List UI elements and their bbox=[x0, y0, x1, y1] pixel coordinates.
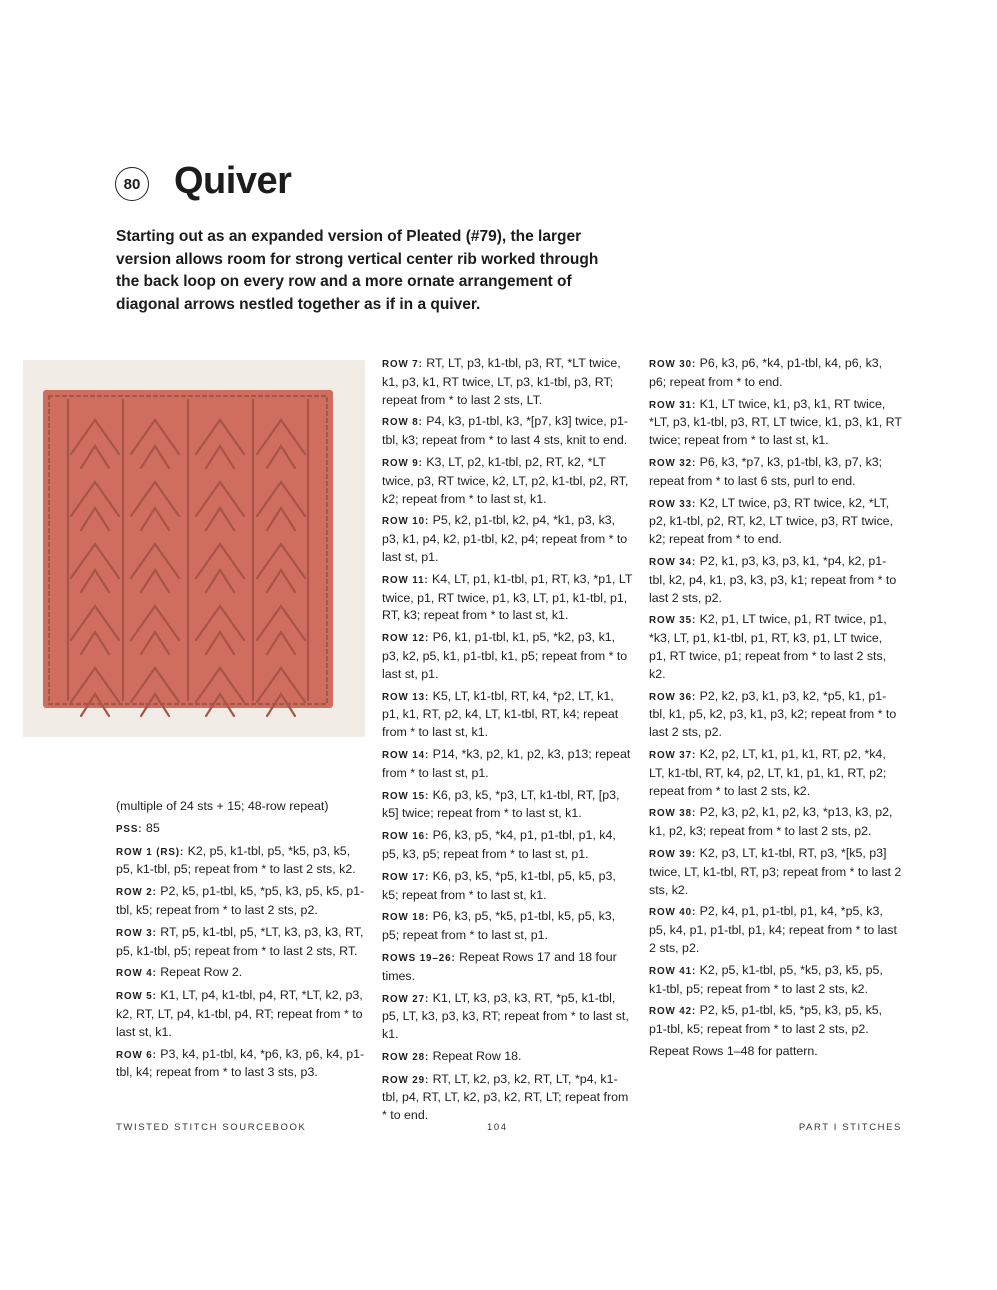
row-instruction bbox=[116, 924, 366, 961]
row-label: ROW 12: bbox=[382, 633, 430, 645]
row-label: ROW 39: bbox=[649, 848, 697, 860]
row-label: ROW 29: bbox=[382, 1074, 430, 1086]
row-instruction bbox=[649, 355, 902, 392]
row-label: ROW 16: bbox=[382, 831, 430, 843]
row-label: ROW 5: bbox=[116, 991, 157, 1003]
row-text: Repeat Row 2. bbox=[160, 965, 243, 980]
row-text: P2, k3, p2, k1, p2, k3, *p13, k3, p2, k1, p2, k3; repeat from * to last 2 sts, p2. bbox=[649, 805, 893, 839]
row-text: P2, k2, p3, k1, p3, k2, *p5, k1, p1-tbl, k1, p5, k2, p3, k1, p3, k2; repeat from * to last 2 sts, p2. bbox=[649, 688, 897, 740]
row-label: ROW 7: bbox=[382, 359, 423, 370]
footer-book-title: TWISTED STITCH SOURCEBOOK bbox=[116, 1122, 307, 1133]
row-label: ROW 4: bbox=[116, 968, 157, 980]
row-instruction bbox=[649, 553, 902, 607]
row-text: K3, LT, p2, k1-tbl, p2, RT, k2, *LT twice, p3, RT twice, k2, LT, p2, k1-tbl, p2, RT, k2; repeat from * to last st, k1. bbox=[382, 454, 629, 506]
row-text: Repeat Rows 17 and 18 four times. bbox=[382, 949, 617, 983]
pattern-number-badge bbox=[115, 167, 149, 201]
row-label: ROW 2: bbox=[116, 887, 157, 899]
row-label: ROW 14: bbox=[382, 749, 430, 761]
row-instruction bbox=[382, 787, 634, 824]
row-text: P6, k1, p1-tbl, k1, p5, *k2, p3, k1, p3, k2, p5, k1, p1-tbl, k1, p5; repeat from * to last st, p1. bbox=[382, 630, 628, 681]
row-instruction bbox=[116, 1046, 366, 1083]
intro-paragraph: Starting out as an expanded version of Pleated (#79), the larger version allows room for strong vertical center rib worked through the back loop on every row and a more ornate arrangement of diagonal arrows nestled together as if in a quiver. bbox=[116, 228, 599, 313]
pss-line bbox=[116, 820, 366, 839]
row-label: ROW 40: bbox=[649, 907, 697, 919]
row-instruction bbox=[382, 949, 634, 986]
row-text: P2, k5, p1-tbl, k5, *p5, k3, p5, k5, p1-tbl, k5; repeat from * to last 2 sts, p2. bbox=[649, 1003, 883, 1037]
row-text: K2, p2, LT, k1, p1, k1, RT, p2, *k4, LT, k1-tbl, RT, k4, p2, LT, k1, p1, k1, RT, p2; repeat from * to last 2 sts, k2. bbox=[649, 746, 887, 798]
row-text: P2, k1, p3, k3, p3, k1, *p4, k2, p1-tbl, k2, p4, k1, p3, k3, p3, k1; repeat from * to last 2 sts, p2. bbox=[649, 553, 897, 605]
row-text: P2, k4, p1, p1-tbl, p1, k4, *p5, k3, p5, k4, p1, p1-tbl, p1, k4; repeat from * to last 2 sts, p2. bbox=[649, 904, 897, 955]
row-text: P6, k3, p5, *k4, p1, p1-tbl, p1, k4, p5, k3, p5; repeat from * to last st, p1. bbox=[382, 828, 616, 861]
row-text: P6, k3, p5, *k5, p1-tbl, k5, p5, k3, p5; repeat from * to last st, p1. bbox=[382, 909, 616, 943]
row-label: ROW 9: bbox=[382, 457, 423, 469]
row-instruction bbox=[649, 1002, 902, 1039]
row-instruction bbox=[649, 454, 902, 491]
row-label: ROWS 19–26: bbox=[382, 952, 456, 964]
instructions-column-2 bbox=[382, 355, 634, 1129]
row-instruction bbox=[382, 868, 634, 905]
row-text: K1, LT, p4, k1-tbl, p4, RT, *LT, k2, p3, k2, RT, LT, p4, k1-tbl, p4, RT; repeat from * to last st, k1. bbox=[116, 988, 363, 1039]
row-text: P3, k4, p1-tbl, k4, *p6, k3, p6, k4, p1-tbl, k4; repeat from * to last 3 sts, p3. bbox=[116, 1046, 365, 1080]
row-instruction bbox=[382, 746, 634, 783]
row-text: K2, p5, k1-tbl, p5, *k5, p3, k5, p5, k1-tbl, p5; repeat from * to last 2 sts, k2. bbox=[116, 843, 356, 877]
row-instruction bbox=[649, 688, 902, 742]
row-label: ROW 11: bbox=[382, 574, 429, 586]
row-instruction bbox=[382, 512, 634, 566]
footer-section: PART I STITCHES bbox=[798, 1122, 902, 1133]
row-instruction bbox=[382, 571, 634, 625]
pattern-number: 80 bbox=[123, 175, 141, 193]
row-instruction bbox=[382, 908, 634, 945]
row-instruction bbox=[382, 1071, 634, 1125]
row-text: K2, p5, k1-tbl, p5, *k5, p3, k5, p5, k1-tbl, p5; repeat from * to last 2 sts, k2. bbox=[649, 962, 883, 996]
swatch-illustration bbox=[23, 360, 365, 737]
row-label: ROW 35: bbox=[649, 615, 697, 627]
row-label: ROW 3: bbox=[116, 927, 157, 939]
row-instruction bbox=[116, 987, 366, 1041]
row-instruction bbox=[382, 413, 634, 450]
row-text: K2, LT twice, p3, RT twice, k2, *LT, p2, k1-tbl, p2, RT, k2, LT twice, p3, RT twice, k2; repeat from * to end. bbox=[649, 495, 894, 547]
rows-group-2 bbox=[382, 355, 634, 1125]
pss-value: 85 bbox=[145, 820, 160, 835]
row-instruction bbox=[649, 396, 902, 450]
row-text: P14, *k3, p2, k1, p2, k3, p13; repeat from * to last st, p1. bbox=[382, 746, 631, 780]
row-text: Repeat Row 18. bbox=[432, 1048, 522, 1063]
row-text: K2, p3, LT, k1-tbl, RT, p3, *[k5, p3] twice, LT, k1-tbl, RT, p3; repeat from * to last 2 sts, k2. bbox=[649, 845, 902, 897]
row-label: ROW 32: bbox=[649, 457, 697, 469]
footer-page-number: 104 bbox=[487, 1122, 508, 1133]
row-label: ROW 1 (RS): bbox=[116, 846, 185, 858]
row-label: ROW 33: bbox=[649, 498, 697, 510]
row-text: K5, LT, k1-tbl, RT, k4, *p2, LT, k1, p1, k1, RT, p2, k4, LT, k1-tbl, RT, k4; repeat from * to last st, k1. bbox=[382, 688, 619, 740]
row-instruction bbox=[649, 845, 902, 899]
row-label: ROW 42: bbox=[649, 1006, 697, 1018]
row-instruction bbox=[382, 688, 634, 742]
row-label: ROW 18: bbox=[382, 912, 430, 924]
row-instruction bbox=[116, 883, 366, 920]
row-instruction bbox=[382, 454, 634, 508]
row-instruction bbox=[382, 827, 634, 864]
row-instruction bbox=[649, 746, 902, 800]
row-instruction bbox=[382, 355, 634, 409]
row-text: P4, k3, p1-tbl, k3, *[p7, k3] twice, p1-tbl, k3; repeat from * to last 4 sts, knit to end. bbox=[382, 414, 629, 448]
instructions-column-1 bbox=[116, 798, 366, 1086]
row-text: P2, k5, p1-tbl, k5, *p5, k3, p5, k5, p1-tbl, k5; repeat from * to last 2 sts, p2. bbox=[116, 884, 365, 917]
row-text: P6, k3, p6, *k4, p1-tbl, k4, p6, k3, p6; repeat from * to end. bbox=[649, 356, 883, 389]
row-instruction bbox=[649, 903, 902, 957]
row-label: ROW 10: bbox=[382, 516, 430, 528]
row-label: ROW 30: bbox=[649, 359, 697, 370]
row-label: ROW 13: bbox=[382, 691, 430, 703]
row-instruction bbox=[649, 611, 902, 683]
row-label: ROW 41: bbox=[649, 965, 697, 977]
row-label: ROW 8: bbox=[382, 417, 423, 429]
row-instruction bbox=[116, 843, 366, 880]
row-instruction bbox=[649, 804, 902, 841]
row-label: ROW 37: bbox=[649, 749, 697, 761]
row-instruction bbox=[382, 990, 634, 1044]
row-instruction bbox=[382, 629, 634, 683]
row-label: ROW 6: bbox=[116, 1049, 157, 1061]
knit-swatch-photo bbox=[23, 360, 365, 737]
row-instruction bbox=[382, 1048, 634, 1067]
instructions-column-3 bbox=[649, 355, 902, 1065]
rows-group-1 bbox=[116, 843, 366, 1083]
page-title: Quiver bbox=[174, 160, 292, 202]
row-label: ROW 38: bbox=[649, 808, 697, 820]
row-label: ROW 15: bbox=[382, 790, 430, 802]
row-text: K2, p1, LT twice, p1, RT twice, p1, *k3, LT, p1, k1-tbl, p1, RT, k3, p1, LT twice, p1, RT twice, p1; repeat from * to last 2 sts, k2. bbox=[649, 612, 887, 681]
pss-label: PSS: bbox=[116, 823, 143, 835]
row-text: RT, LT, k2, p3, k2, RT, LT, *p4, k1-tbl, p4, RT, LT, k2, p3, k2, RT, LT; repeat from * to end. bbox=[382, 1071, 629, 1123]
row-text: K1, LT twice, k1, p3, k1, RT twice, *LT, p3, k1-tbl, p3, RT, LT twice, k1, p3, k1, RT twice; repeat from * to last st, k1. bbox=[649, 396, 902, 448]
row-text: K1, LT, k3, p3, k3, RT, *p5, k1-tbl, p5, LT, k3, p3, k3, RT; repeat from * to last st, k1. bbox=[382, 990, 629, 1042]
row-text: K6, p3, k5, *p5, k1-tbl, p5, k5, p3, k5; repeat from * to last st, k1. bbox=[382, 868, 616, 902]
row-instruction bbox=[116, 964, 366, 983]
row-text: RT, p5, k1-tbl, p5, *LT, k3, p3, k3, RT, p5, k1-tbl, p5; repeat from * to last 2 sts, RT. bbox=[116, 924, 364, 958]
closing-instruction: Repeat Rows 1–48 for pattern. bbox=[649, 1043, 818, 1058]
row-label: ROW 27: bbox=[382, 993, 430, 1005]
row-text: P5, k2, p1-tbl, k2, p4, *k1, p3, k3, p3, k1, p4, k2, p1-tbl, k2, p4; repeat from * to last st, p1. bbox=[382, 513, 628, 564]
row-text: K4, LT, p1, k1-tbl, p1, RT, k3, *p1, LT twice, p1, RT twice, p1, k3, LT, p1, k1-tbl, p1, RT, k3; repeat from * to last st, k1. bbox=[382, 571, 633, 623]
row-instruction bbox=[649, 962, 902, 999]
row-instruction bbox=[649, 495, 902, 549]
row-label: ROW 28: bbox=[382, 1051, 430, 1063]
row-text: P6, k3, *p7, k3, p1-tbl, k3, p7, k3; repeat from * to last 6 sts, purl to end. bbox=[649, 454, 883, 488]
row-label: ROW 17: bbox=[382, 871, 430, 883]
row-label: ROW 31: bbox=[649, 399, 697, 411]
row-label: ROW 34: bbox=[649, 556, 697, 568]
row-text: RT, LT, p3, k1-tbl, p3, RT, *LT twice, k1, p3, k1, RT twice, LT, p3, k1-tbl, p3, RT; repeat from * to last 2 sts, LT. bbox=[382, 356, 621, 407]
row-label: ROW 36: bbox=[649, 691, 697, 703]
multiple-note: (multiple of 24 sts + 15; 48-row repeat) bbox=[116, 799, 329, 813]
row-text: K6, p3, k5, *p3, LT, k1-tbl, RT, [p3, k5] twice; repeat from * to last st, k1. bbox=[382, 787, 620, 821]
rows-group-3 bbox=[649, 355, 902, 1039]
